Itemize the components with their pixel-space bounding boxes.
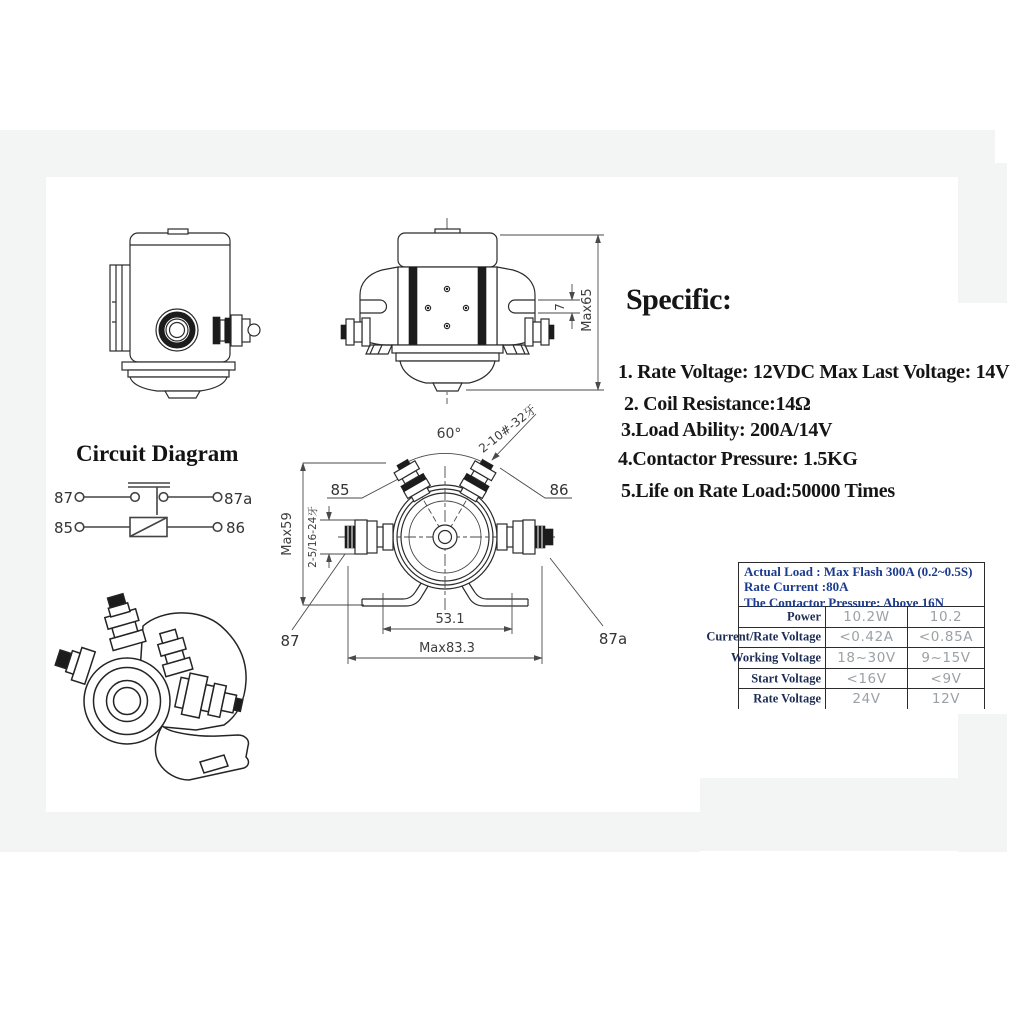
table-row (731, 648, 984, 669)
spec-item-5: 5.Life on Rate Load:50000 Times (621, 480, 895, 502)
side-terminal-stud (213, 315, 260, 346)
value-cell: <16V (826, 669, 908, 689)
side-view-drawing (95, 218, 275, 403)
row-label: Rate Voltage (739, 689, 826, 709)
ratings-table-rows (706, 606, 984, 709)
spec-list (618, 352, 1018, 502)
side-thread-label: 2-5/16-24牙 (307, 506, 319, 568)
top-view-label-87: 87 (280, 632, 300, 650)
ratings-table-header (739, 563, 984, 610)
circuit-terminal-86: 86 (226, 519, 246, 537)
value-cell: 9~15V (921, 649, 971, 666)
bottom-flange (122, 362, 235, 398)
circuit-terminal-87a: 87a (224, 490, 253, 508)
header-line-rate-current: Rate Current :80A (744, 579, 849, 595)
notch-dim-label: 7 (553, 303, 567, 311)
front-face-rings (84, 658, 170, 744)
height-dim-label: Max65 (580, 288, 595, 332)
header-line-contactor-pressure: The Contactor Pressure: Above 16N (744, 594, 945, 610)
mounting-bracket-perspective (155, 726, 248, 780)
spec-item-4: 4.Contactor Pressure: 1.5KG (618, 448, 858, 470)
row-label: Working Voltage (739, 648, 826, 668)
main-stud-87a (497, 520, 553, 554)
perspective-stud-left (52, 641, 95, 684)
circuit-diagram (46, 470, 261, 542)
value-cell: <0.85A (918, 629, 974, 646)
solenoid-body-front (398, 267, 497, 345)
value-cell: 18~30V (826, 648, 908, 668)
ratings-table (706, 562, 985, 709)
top-cap (398, 229, 497, 267)
table-row (739, 689, 984, 709)
perspective-view-drawing (48, 596, 283, 811)
table-row (706, 628, 984, 649)
value-cell: 24V (826, 689, 908, 709)
perspective-stud-top (99, 591, 146, 650)
max59-label: Max59 (280, 512, 295, 556)
circuit-terminal-87: 87 (54, 489, 74, 507)
dimension-angle-60 (402, 426, 488, 465)
width-dim-label: Max83.3 (419, 641, 475, 656)
top-view-label-85: 85 (330, 481, 350, 499)
specs-heading: Specific: (626, 283, 732, 316)
top-view-label-87a: 87a (598, 630, 628, 648)
row-label: Power (739, 607, 826, 627)
value-cell: 12V (931, 691, 961, 708)
matte-band-top (0, 130, 995, 177)
bottom-flange-front (392, 345, 503, 391)
matte-band-bottom (0, 812, 700, 852)
value-cell: 10.2 (929, 608, 963, 625)
row-label: Current/Rate Voltage (739, 628, 826, 648)
main-stud-87 (345, 520, 393, 554)
value-cell: <0.42A (826, 628, 908, 648)
matte-band-bottom-right (700, 778, 1007, 851)
hole-spacing-label: 53.1 (435, 612, 465, 627)
top-thread-label: 2-10#-32牙 (476, 402, 539, 456)
spec-item-2: 2. Coil Resistance:14Ω (624, 393, 811, 415)
left-terminal-stud (341, 318, 370, 346)
top-view-drawing (278, 402, 640, 670)
top-view-label-86: 86 (549, 481, 569, 499)
table-row (739, 669, 984, 690)
grommet-port (156, 309, 198, 351)
dimension-top-thread (476, 402, 539, 460)
dimension-53-1 (383, 612, 512, 634)
matte-band-right-upper (958, 163, 1007, 303)
circuit-terminal-85: 85 (54, 519, 74, 537)
row-label: Start Voltage (739, 669, 826, 689)
spec-item-1: 1. Rate Voltage: 12VDC Max Last Voltage: 14V (618, 361, 1010, 383)
spec-item-3: 3.Load Ability: 200A/14V (621, 419, 833, 441)
center-hub (433, 525, 457, 549)
angle-label: 60° (436, 426, 462, 442)
value-cell: <9V (930, 670, 962, 687)
value-cell: 10.2W (826, 607, 908, 627)
front-view-drawing (340, 212, 610, 412)
right-terminal-stud (525, 318, 554, 346)
table-row (739, 607, 984, 628)
header-line-actual-load: Actual Load : Max Flash 300A (0.2~0.5S) (744, 564, 973, 579)
circuit-diagram-heading: Circuit Diagram (76, 441, 239, 466)
matte-band-left (0, 130, 46, 852)
